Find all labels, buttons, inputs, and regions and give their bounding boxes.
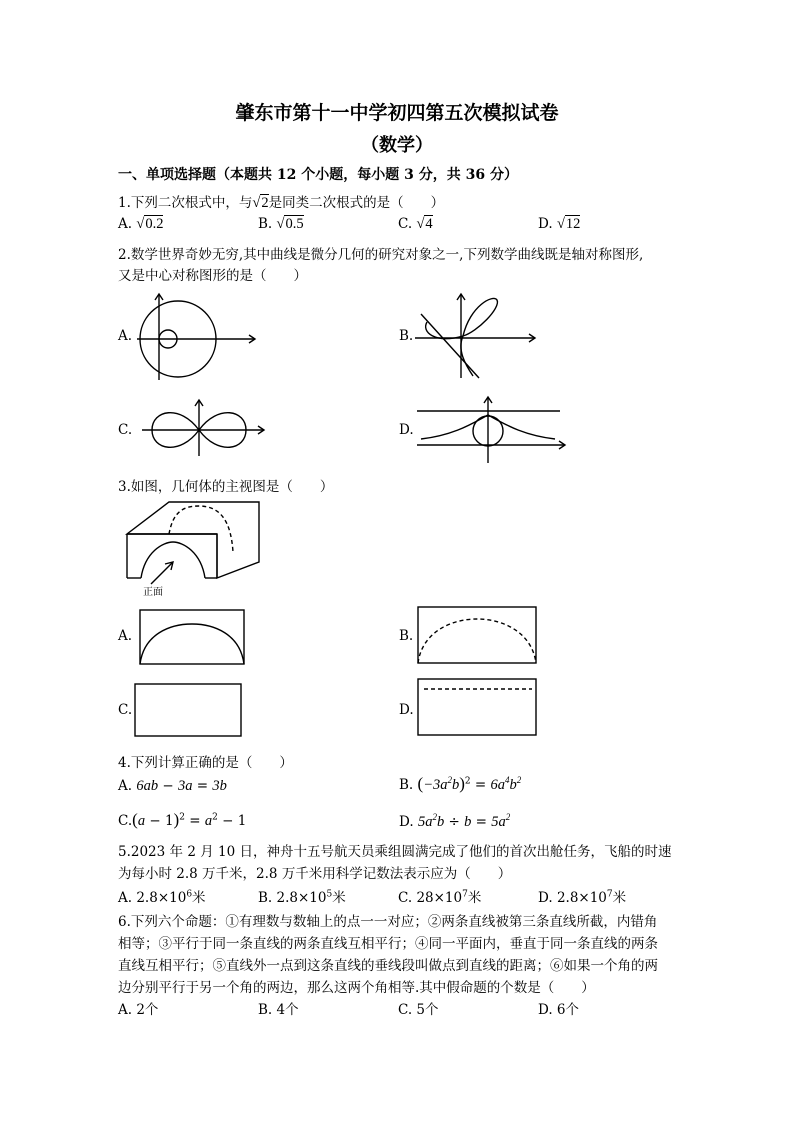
page-subtitle: （数学）: [361, 135, 433, 156]
q4-option-b: B. $(-3a^2b)^2 = 6a^4b^2$: [399, 774, 522, 793]
q2-label-a: A.: [118, 328, 133, 344]
q2-curve-d-figure: [415, 395, 570, 465]
q3-label-a: A.: [118, 628, 133, 644]
q1-stem-radicand: 2: [261, 195, 269, 211]
q2-label-d: D.: [399, 422, 414, 438]
q6-option-c: C. 5个: [398, 1002, 439, 1018]
q3-solid-figure: [125, 500, 265, 595]
q5-option-d: D. $2.8\times 10^7$米: [538, 889, 627, 906]
q4-option-a: A. 6ab − 3a = 3b: [118, 778, 227, 794]
q3-option-a-figure: [138, 608, 248, 668]
q3-option-d-figure: [416, 677, 541, 739]
q1-option-d: D. √12: [538, 216, 581, 232]
question-2-line-2: 又是中心对称图形的是（ ）: [118, 268, 307, 284]
question-5-line-1: 5.2023 年 2 月 10 日，神舟十五号航天员乘组圆满完成了他们的首次出舱任务，飞船的时速: [118, 844, 672, 860]
q1-stem-after: 是同类二次根式的是（ ）: [268, 195, 445, 211]
q4-option-d: D. $5a^2b \div b = 5a^2$: [399, 812, 511, 830]
question-5-line-2: 为每小时 2.8 万千米，2.8 万千米用科学记数法表示应为（ ）: [118, 866, 512, 882]
q2-curve-c-figure: [140, 398, 270, 458]
question-3-stem: 3.如图，几何体的主视图是（ ）: [118, 479, 334, 495]
q5-option-a: A. $2.8\times 10^6$米: [118, 889, 206, 906]
q2-label-b: B.: [399, 328, 414, 344]
q3-option-c-figure: [133, 682, 245, 740]
q3-label-b: B.: [399, 628, 414, 644]
q2-label-c: C.: [118, 422, 133, 438]
question-4-stem: 4.下列计算正确的是（ ）: [118, 755, 293, 771]
q3-label-c: C.: [118, 702, 133, 718]
q4-option-c: $C.(a - 1)^2 = a^2 - 1$: [118, 810, 247, 829]
q1-option-b: B. √0.5: [258, 216, 304, 232]
page-title: 肇东市第十一中学初四第五次模拟试卷: [235, 102, 559, 124]
section-heading: 一、单项选择题（本题共 12 个小题，每小题 3 分，共 36 分）: [118, 167, 518, 183]
q1-stem-before: 1.下列二次根式中，与: [118, 195, 253, 211]
q3-label-d: D.: [399, 702, 414, 718]
q5-option-c: C. $28\times 10^7$米: [398, 889, 482, 906]
front-view-label: 正面: [143, 587, 163, 598]
question-6-line-1: 6.下列六个命题：①有理数与数轴上的点一一对应；②两条直线被第三条直线所截，内错角: [118, 914, 658, 930]
q1-option-a: A. √0.2: [118, 216, 164, 232]
question-1-stem: 1.下列二次根式中，与√2是同类二次根式的是（ ）: [118, 195, 445, 211]
q3-option-b-figure: [416, 605, 541, 667]
q1-option-c: C. √4: [398, 216, 433, 232]
question-6-line-3: 直线互相平行；⑤直线外一点到这条直线的垂线段叫做点到直线的距离；⑥如果一个角的两: [118, 958, 658, 974]
q6-option-a: A. 2个: [118, 1002, 159, 1018]
q6-option-b: B. 4个: [258, 1002, 299, 1018]
q2-curve-a-figure: [135, 292, 265, 382]
q5-option-b: B. $2.8\times 10^5$米: [258, 889, 346, 906]
question-6-line-2: 相等；③平行于同一条直线的两条直线互相平行；④同一平面内，垂直于同一条直线的两条: [118, 936, 658, 952]
question-6-line-4: 边分别平行于另一个角的两边，那么这两个角相等.其中假命题的个数是（ ）: [118, 980, 595, 996]
question-2-line-1: 2.数学世界奇妙无穷,其中曲线是微分几何的研究对象之一,下列数学曲线既是轴对称图形,: [118, 247, 644, 263]
q6-option-d: D. 6个: [538, 1002, 580, 1018]
q2-curve-b-figure: [415, 292, 545, 382]
